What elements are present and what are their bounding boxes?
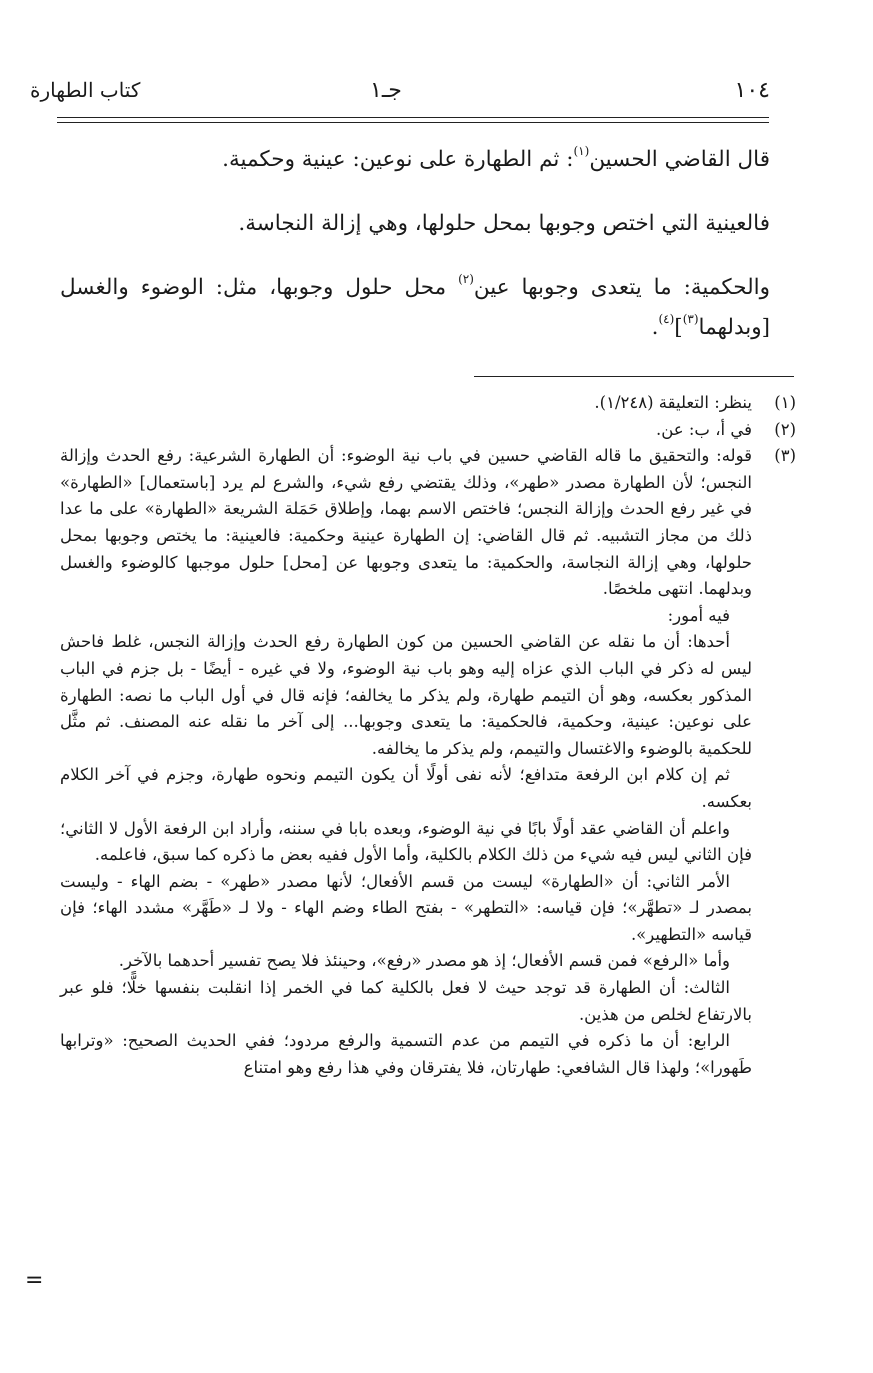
continuation-mark: = — [25, 1268, 44, 1293]
footnote-1 — [60, 390, 796, 417]
footnotes — [60, 390, 796, 1081]
footnote-paragraph: أحدها: أن ما نقله عن القاضي الحسين من كون الطهارة رفع الحدث وإزالة النجس، غلط فاحش ليس له ذكر في الباب الذي عزاه إليه وهو باب نية الوضوء، ولا في غيره - أيضًا - بل جزم في الباب المذكور بعكسه، وهو أن التيمم طهارة، ولم يذكر ما يخالفه؛ فإنه قال في أول الباب ما نصه: الطهارة على نوعين: عينية، وحكمية، فالحكمية: ما يتعدى وجوبها... إلى آخر ما نقله عنه المصنف. ثم مثَّل للحكمية بالوضوء والاغتسال والتيمم، ولم يذكر ما يخالفه. — [60, 632, 752, 758]
footnote-number: (١) — [774, 393, 796, 412]
footnote-paragraph: الأمر الثاني: أن «الطهارة» ليست من قسم الأفعال؛ لأنها مصدر «طهر» - بضم الهاء - وليست بمصدر لـ «تطهَّر»؛ فإن قياسه: «التطهر» - بفتح الطاء وضم الهاء - ولا لـ «طَهَّر» مشدد الهاء؛ فإن قياسه «التطهير». — [60, 871, 752, 944]
footnote-ref-1: (١) — [573, 144, 590, 158]
footnote-number: (٣) — [774, 446, 796, 466]
footnote-paragraph: وأما «الرفع» فمن قسم الأفعال؛ إذ هو مصدر «رفع»، وحينئذ فلا يصح تفسير أحدهما بالآخر. — [118, 951, 730, 971]
footnote-2 — [60, 417, 796, 444]
main-paragraph-3: والحكمية: ما يتعدى وجوبها عين$^{(٢)}$ محل حلول وجوبها، مثل: الوضوء والغسل [وبدلهما$^{(٣)}$]$^{(٤)}$. — [60, 272, 770, 340]
page-number: ١٠٤ — [734, 78, 770, 103]
footnote-paragraph: واعلم أن القاضي عقد أولًا بابًا في نية الوضوء، وبعده بابا في سننه، وأراد ابن الرفعة الأول لا الثاني؛ فإن الثاني ليس فيه شيء من ذلك الكلام بالكلية، وأما الأول ففيه بعض ما ذكره كما سبق، فاعلمه. — [60, 818, 752, 865]
footnote-text: في أ، ب: عن. — [655, 419, 752, 439]
footnote-separator — [474, 376, 794, 377]
book-title: كتاب الطهارة — [30, 78, 141, 102]
main-text — [60, 140, 770, 372]
running-header — [30, 72, 770, 112]
main-paragraph-2: فالعينية التي اختص وجوبها بمحل حلولها، وهي إزالة النجاسة. — [238, 211, 770, 236]
footnote-ref-2: (٢) — [458, 272, 474, 286]
footnote-number: (٢) — [774, 419, 796, 439]
header-rule-thin — [57, 122, 769, 123]
footnote-3 — [60, 443, 796, 1081]
footnote-ref-4: (٤) — [658, 312, 675, 326]
footnote-paragraph: فيه أمور: — [667, 605, 730, 625]
footnote-ref-3: (٣) — [682, 312, 699, 326]
footnote-paragraph: الثالث: أن الطهارة قد توجد حيث لا فعل بالكلية كما في الخمر إذا انقلبت بنفسها خلًّا؛ فلو عبر بالارتفاع لخلص من هذين. — [60, 978, 752, 1024]
footnote-text: ينظر: التعليقة (١/٢٤٨). — [594, 393, 752, 412]
main-paragraph-1: قال القاضي الحسين$^{(١)}$: ثم الطهارة على نوعين: عينية وحكمية. — [222, 144, 770, 172]
header-rule-thick — [57, 117, 769, 118]
volume-label: جـ١ — [370, 78, 402, 103]
footnote-paragraph: الرابع: أن ما ذكره في التيمم من عدم التسمية والرفع مردود؛ ففي الحديث الصحيح: «وترابها طَهورا»؛ ولهذا قال الشافعي: طهارتان، فلا يفترقان وفي هذا رفع وهو امتناع — [60, 1031, 752, 1077]
footnote-paragraph: ثم إن كلام ابن الرفعة متدافع؛ لأنه نفى أولًا أن يكون التيمم ونحوه طهارة، وجزم في آخر الكلام بعكسه. — [60, 765, 752, 811]
footnote-paragraph: قوله: والتحقيق ما قاله القاضي حسين في باب نية الوضوء: أن الطهارة الشرعية: رفع الحدث وإزالة النجس؛ لأن الطهارة مصدر «طهر»، وذلك يقتضي رفع شيء، والشرع لم يرد [باستعمال] «الطهارة» في غير رفع الحدث وإزالة النجس؛ فاختص الاسم بهما، وإطلاق حَمَلة الشريعة «الطهارة» على ما عدا ذلك من مجاز التشبيه. ثم قال القاضي: إن الطهارة عينية وحكمية: فالعينية: ما يختص وجوبها بمحل حلولها، وهي إزالة النجاسة، والحكمية: ما يتعدى وجوبها عن [محل] حلول موجبها كالوضوء والغسل وبدلهما. انتهى ملخصًا. — [60, 446, 752, 599]
